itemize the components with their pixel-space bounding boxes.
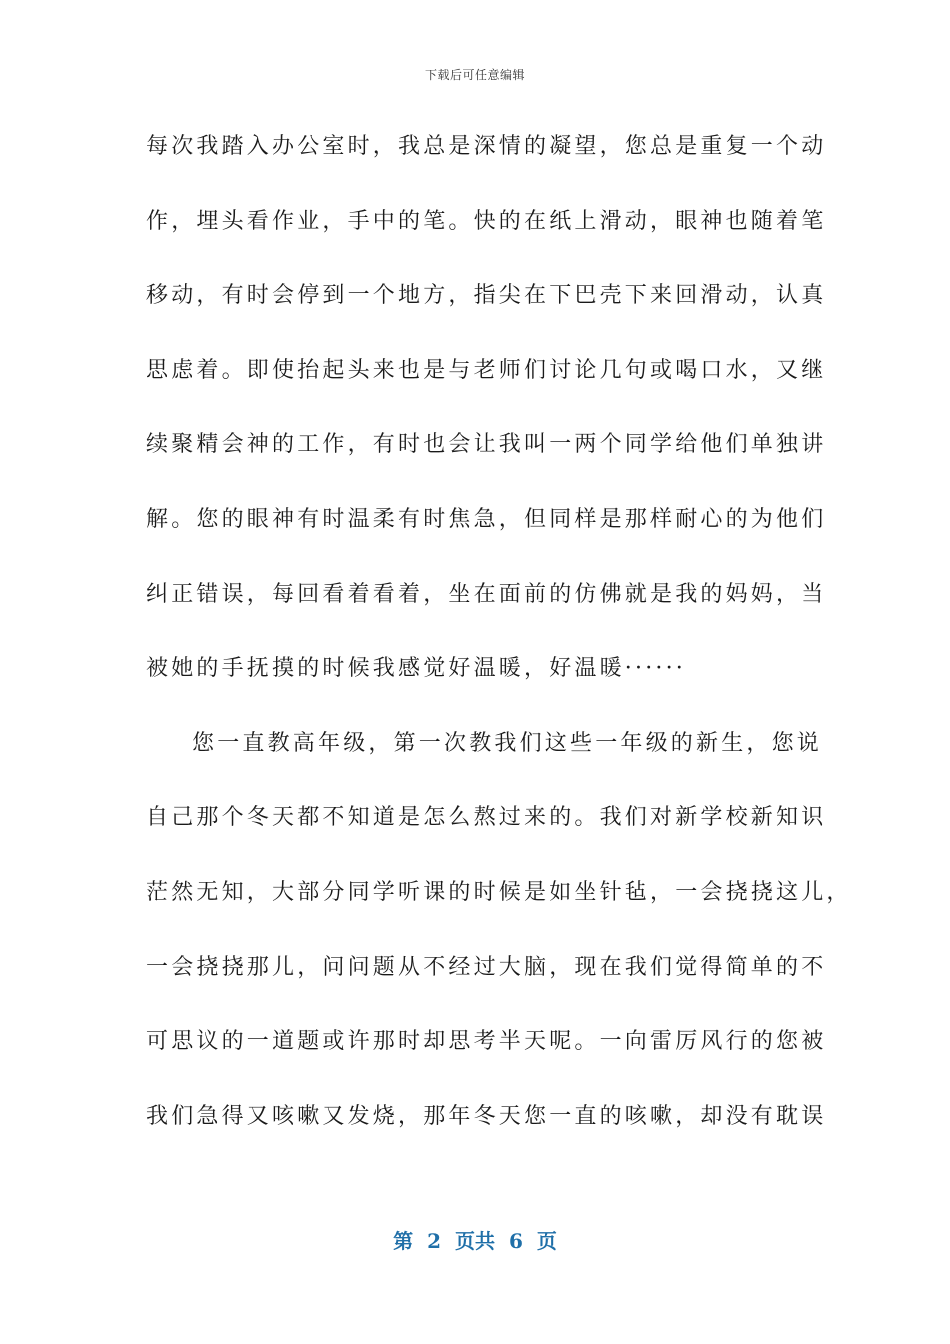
text-line: 被她的手抚摸的时候我感觉好温暖，好温暖······ bbox=[146, 656, 686, 682]
text-line: 茫然无知，大部分同学听课的时候是如坐针毡，一会挠挠这儿， bbox=[146, 879, 852, 905]
header-note: 下载后可任意编辑 bbox=[424, 68, 525, 82]
text-line: 思虑着。即使抬起头来也是与老师们讨论几句或喝口水，又继 bbox=[146, 357, 827, 383]
text-line: 移动，有时会停到一个地方，指尖在下巴壳下来回滑动，认真 bbox=[146, 283, 827, 309]
total-pages-number: 6 bbox=[509, 1229, 523, 1253]
text-line: 解。您的眼神有时温柔有时焦急，但同样是那样耐心的为他们 bbox=[146, 506, 827, 532]
document-body bbox=[146, 110, 852, 1154]
page-footer bbox=[0, 1225, 950, 1254]
text-line: 纠正错误，每回看着看着，坐在面前的仿佛就是我的妈妈，当 bbox=[146, 581, 827, 607]
text-line: 一会挠挠那儿，问问题从不经过大脑，现在我们觉得简单的不 bbox=[146, 954, 827, 980]
text-line: 每次我踏入办公室时，我总是深情的凝望，您总是重复一个动 bbox=[146, 134, 827, 159]
text-line: 我们急得又咳嗽又发烧，那年冬天您一直的咳嗽，却没有耽误 bbox=[146, 1103, 827, 1129]
text-line: 续聚精会神的工作，有时也会让我叫一两个同学给他们单独讲 bbox=[146, 432, 827, 458]
paragraph-start-line: 您一直教高年级，第一次教我们这些一年级的新生，您说 bbox=[192, 730, 823, 756]
current-page-number: 2 bbox=[427, 1229, 441, 1253]
footer-prefix: 第 bbox=[393, 1229, 414, 1253]
footer-middle: 页共 bbox=[455, 1229, 495, 1253]
text-line: 作，埋头看作业，手中的笔。快的在纸上滑动，眼神也随着笔 bbox=[146, 208, 827, 234]
text-line: 自己那个冬天都不知道是怎么熬过来的。我们对新学校新知识 bbox=[146, 805, 827, 831]
footer-suffix: 页 bbox=[536, 1229, 557, 1253]
text-line: 可思议的一道题或许那时却思考半天呢。一向雷厉风行的您被 bbox=[146, 1029, 827, 1055]
